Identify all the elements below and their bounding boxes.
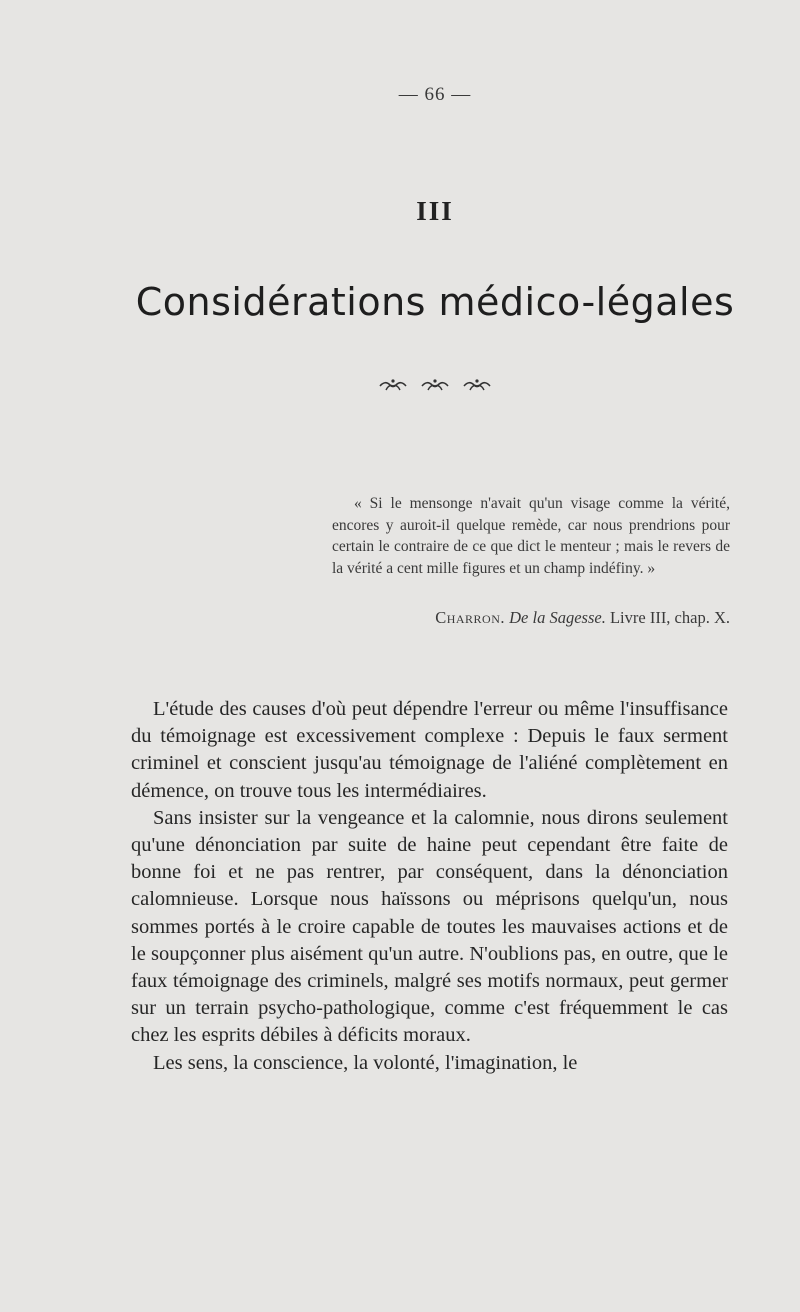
page-number: — 66 — [398,84,472,105]
epigraph-quote: « Si le mensonge n'avait qu'un visage comme la vérité, encores y auroit-il quelque remède, car nous prendrions pour certain le contraire de ce que dict le menteur ; mais le revers de la vérité a cent mille figures et un champ indéfiny. » [332,495,730,577]
epigraph-attribution [310,608,730,628]
fleuron-icon [420,376,450,396]
ornament-divider [378,376,492,398]
epigraph-author: Charron. [435,608,506,627]
body-text [131,696,728,1077]
fleuron-icon [462,376,492,396]
paragraph: Sans insister sur la vengeance et la calomnie, nous dirons seulement qu'une dénonciation par suite de haine peut cependant être faite de bonne foi et ne pas rentrer, par conséquent, dans la dénonciation calomnieuse. Lorsque nous haïssons ou méprisons quelqu'un, nous sommes portés à le croire capable de toutes les mauvaises actions et de le soupçonner plus aisément qu'un autre. N'oublions pas, en outre, que le faux témoignage des criminels, malgré ses motifs normaux, peut germer sur un terrain psycho-pathologique, comme c'est fréquemment le cas chez les esprits débiles à déficits moraux. [131,806,728,1047]
paragraph: Les sens, la conscience, la volonté, l'imagination, le [153,1051,578,1074]
epigraph [332,493,730,579]
chapter-title: Considérations médico-légales [135,280,735,324]
chapter-number: III [416,196,454,226]
paragraph: L'étude des causes d'où peut dépendre l'erreur ou même l'insuffisance du témoignage est excessivement complexe : Depuis le faux serment criminel et conscient jusqu'au témoignage de l'aliéné complètement en démence, on trouve tous les intermédiaires. [131,698,728,802]
epigraph-reference: Livre III, chap. X. [609,608,730,627]
fleuron-icon [378,376,408,396]
epigraph-work: De la Sagesse. [509,608,606,627]
